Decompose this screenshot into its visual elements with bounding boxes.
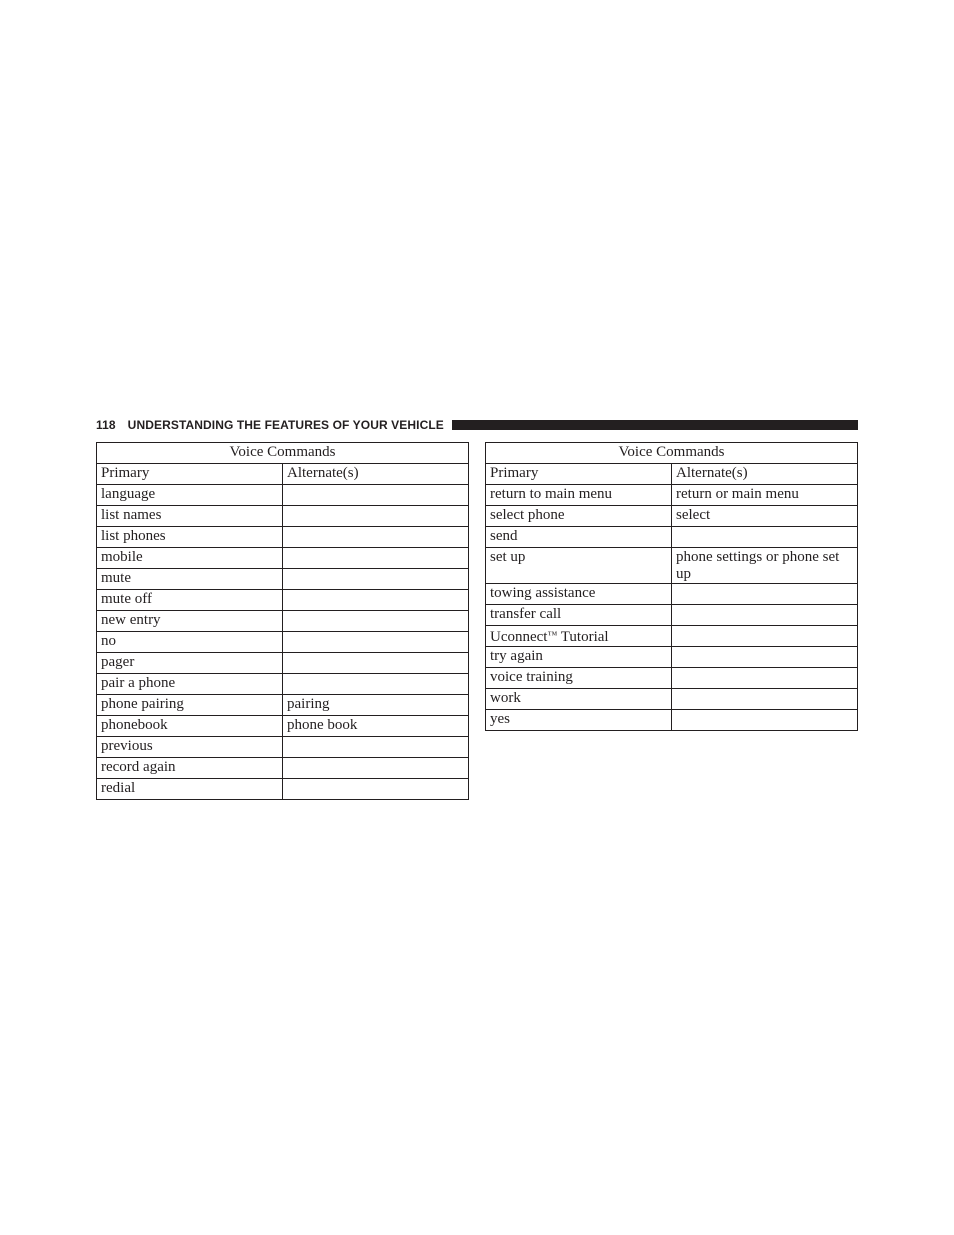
alternate-command-cell xyxy=(672,527,858,548)
page-header xyxy=(96,418,858,432)
primary-command-cell: new entry xyxy=(97,611,283,632)
table-title: Voice Commands xyxy=(486,443,858,464)
voice-commands-table-2 xyxy=(485,442,858,731)
alternate-command-cell xyxy=(283,737,469,758)
table-row xyxy=(486,710,858,731)
column-header-primary: Primary xyxy=(97,464,283,485)
alternate-command-cell: phone book xyxy=(283,716,469,737)
table-row xyxy=(486,689,858,710)
alternate-command-cell xyxy=(283,506,469,527)
table-row xyxy=(97,695,469,716)
primary-command-cell: pager xyxy=(97,653,283,674)
voice-commands-table-1 xyxy=(96,442,469,800)
table-row xyxy=(97,758,469,779)
table-row xyxy=(486,485,858,506)
table-row xyxy=(97,653,469,674)
alternate-command-cell xyxy=(283,548,469,569)
primary-command-cell: return to main menu xyxy=(486,485,672,506)
alternate-command-cell xyxy=(283,569,469,590)
table-row xyxy=(486,506,858,527)
primary-command-cell: list names xyxy=(97,506,283,527)
alternate-command-cell xyxy=(283,758,469,779)
table-row xyxy=(97,611,469,632)
alternate-command-cell xyxy=(283,485,469,506)
table-row xyxy=(486,527,858,548)
page-number: 118 xyxy=(96,418,116,432)
primary-command-cell: mute xyxy=(97,569,283,590)
alternate-command-cell xyxy=(283,527,469,548)
table-row xyxy=(97,737,469,758)
primary-command-cell: set up xyxy=(486,548,672,584)
table-row xyxy=(97,779,469,800)
alternate-command-cell xyxy=(283,611,469,632)
alternate-command-cell xyxy=(672,710,858,731)
table-row xyxy=(97,527,469,548)
alternate-command-cell xyxy=(672,605,858,626)
alternate-command-cell xyxy=(672,647,858,668)
alternate-command-cell xyxy=(283,674,469,695)
table-row xyxy=(486,548,858,584)
table-row xyxy=(97,506,469,527)
alternate-command-cell xyxy=(283,779,469,800)
primary-command-cell: record again xyxy=(97,758,283,779)
table-row xyxy=(486,626,858,647)
alternate-command-cell xyxy=(672,668,858,689)
table-title: Voice Commands xyxy=(97,443,469,464)
table-row xyxy=(486,584,858,605)
column-header-primary: Primary xyxy=(486,464,672,485)
primary-command-cell: towing assistance xyxy=(486,584,672,605)
primary-command-cell: try again xyxy=(486,647,672,668)
primary-command-cell: previous xyxy=(97,737,283,758)
primary-command-cell: send xyxy=(486,527,672,548)
alternate-command-cell xyxy=(672,626,858,647)
table-row xyxy=(97,548,469,569)
table-row xyxy=(97,590,469,611)
primary-command-cell: transfer call xyxy=(486,605,672,626)
alternate-command-cell: select xyxy=(672,506,858,527)
alternate-command-cell xyxy=(672,689,858,710)
table-row xyxy=(97,632,469,653)
alternate-command-cell: phone settings or phone set up xyxy=(672,548,858,584)
primary-command-cell: Uconnect™ Tutorial xyxy=(486,626,672,647)
primary-command-cell: language xyxy=(97,485,283,506)
header-rule xyxy=(452,420,858,430)
alternate-command-cell xyxy=(283,632,469,653)
primary-command-cell: mute off xyxy=(97,590,283,611)
primary-command-cell: work xyxy=(486,689,672,710)
table-row xyxy=(486,605,858,626)
table-row xyxy=(97,716,469,737)
primary-command-cell: mobile xyxy=(97,548,283,569)
primary-command-cell: no xyxy=(97,632,283,653)
primary-command-cell: redial xyxy=(97,779,283,800)
column-header-alternates: Alternate(s) xyxy=(283,464,469,485)
table-row xyxy=(97,674,469,695)
primary-command-cell: yes xyxy=(486,710,672,731)
primary-command-cell: phonebook xyxy=(97,716,283,737)
table-row xyxy=(486,668,858,689)
column-header-alternates: Alternate(s) xyxy=(672,464,858,485)
alternate-command-cell: return or main menu xyxy=(672,485,858,506)
table-row xyxy=(97,485,469,506)
section-title: UNDERSTANDING THE FEATURES OF YOUR VEHICLE xyxy=(127,418,444,432)
alternate-command-cell xyxy=(283,653,469,674)
primary-command-cell: pair a phone xyxy=(97,674,283,695)
table-row xyxy=(97,569,469,590)
primary-command-cell: select phone xyxy=(486,506,672,527)
alternate-command-cell xyxy=(283,590,469,611)
primary-command-cell: voice training xyxy=(486,668,672,689)
primary-command-cell: phone pairing xyxy=(97,695,283,716)
alternate-command-cell xyxy=(672,584,858,605)
table-row xyxy=(486,647,858,668)
alternate-command-cell: pairing xyxy=(283,695,469,716)
primary-command-cell: list phones xyxy=(97,527,283,548)
